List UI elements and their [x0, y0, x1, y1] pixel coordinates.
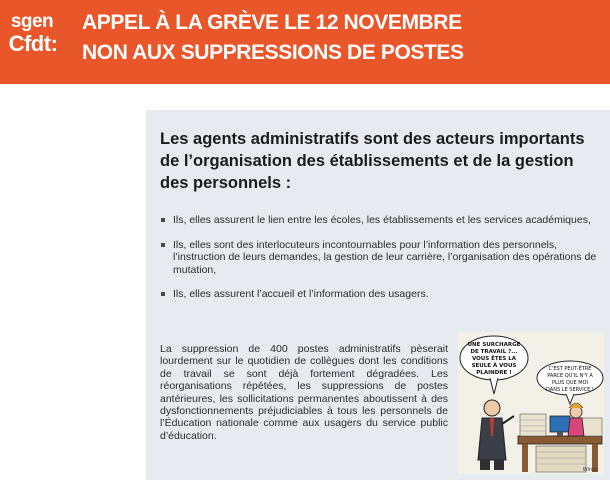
list-item-text: Ils, elles sont des interlocuteurs incontournables pour l’information des personnels, l’instruction de leurs demandes, la gestion de leur carrière, l’organisation des opérations de mutation, — [173, 238, 597, 276]
body-paragraph: La suppression de 400 postes administratifs pèserait lourdement sur le quotidien de collègues dont les conditions de travail se sont déjà fortement dégradées. Les réorganisations répétées, les suppressions de postes antérieures, les sollicitations permanentes aboutissent à des dysfonctionnements préjudiciables à tous les personnels de l’Éducation nationale comme aux usagers du service public d’éducation. — [160, 343, 448, 442]
cartoon-signature: Wingz — [582, 467, 598, 473]
headline-line-1: APPEL À LA GRÈVE LE 12 NOVEMBRE — [82, 11, 462, 34]
bullet-square-icon — [161, 243, 165, 247]
bubble-right-line-4: DANS LE SERVICE ! — [546, 387, 594, 393]
lead-heading: Les agents administratifs sont des acteurs importants de l’organisation des établissements et de la gestion des personnels : — [160, 130, 585, 192]
logo-cfdt-text: Cfdt: — [8, 31, 58, 56]
page-title — [82, 8, 602, 68]
list-item — [160, 288, 600, 301]
bubble-right-line-3: PLUS QUE MOI — [551, 380, 589, 386]
bubble-left-line-5: PLAINDRE ! — [476, 370, 512, 376]
header-banner — [0, 0, 610, 84]
list-item — [160, 239, 600, 277]
bubble-right-line-2: PARCE QU'IL N'Y A — [547, 373, 593, 379]
bullet-square-icon — [161, 292, 165, 296]
bubble-left-line-3: VOUS ÊTES LA — [471, 356, 517, 362]
bubble-left-line-2: DE TRAVAIL ?... — [470, 349, 518, 355]
list-item — [160, 214, 600, 227]
list-item-text: Ils, elles assurent l’accueil et l’information des usagers. — [173, 288, 429, 300]
bubble-left-line-1: UNE SURCHARGE — [467, 342, 521, 348]
cartoon-illustration — [458, 332, 604, 474]
bubble-right-line-1: C'EST PEUT-ÊTRE — [548, 366, 592, 372]
cartoon-drawing — [458, 332, 604, 474]
sgen-cfdt-logo — [0, 0, 68, 84]
headline-line-2: NON AUX SUPPRESSIONS DE POSTES — [82, 41, 464, 64]
bubble-left-line-4: SEULE À VOUS — [471, 363, 517, 369]
bullet-square-icon — [161, 218, 165, 222]
logo-sgen-text: sgen — [10, 11, 54, 32]
list-item-text: Ils, elles assurent le lien entre les écoles, les établissements et les services académiques, — [173, 214, 591, 226]
bullet-list — [160, 214, 600, 313]
